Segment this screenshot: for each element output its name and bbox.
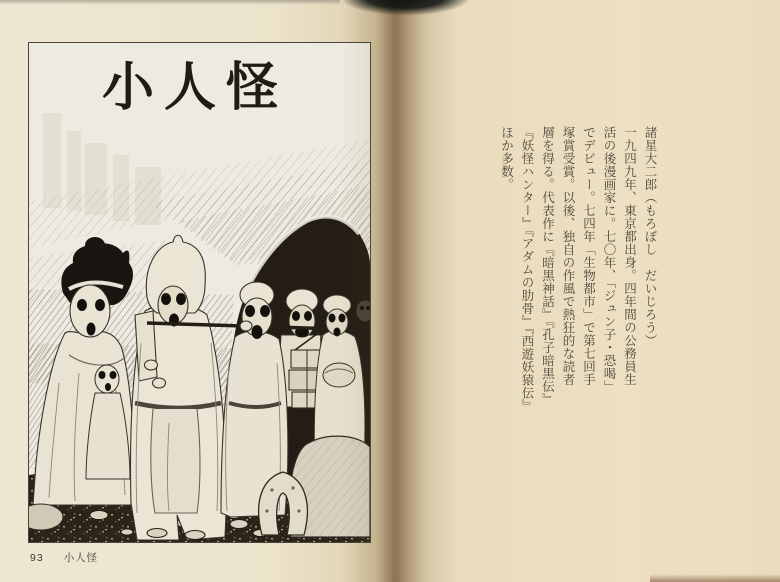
page-number: 93 — [30, 552, 44, 564]
author-bio — [493, 126, 660, 428]
bio-line: 塚賞受賞。以後、独自の作風で熱狂的な読者 — [561, 126, 575, 386]
bio-line: 一九四九年、東京都出身。四年間の公務員生 — [622, 126, 637, 386]
bio-line: 諸星大二郎（もろぼし だいじろう） — [643, 126, 657, 347]
footer-chapter-title: 小人怪 — [63, 552, 99, 564]
bio-line: 層を得る。代表作に『暗黒神話』『孔子暗黒伝』 — [540, 126, 555, 406]
bio-line: ほか多数。 — [499, 126, 514, 191]
page-footer — [30, 550, 98, 565]
bio-line: 活の後漫画家に。七〇年、「ジュン子・恐喝」 — [602, 126, 616, 393]
figure-shadow-head — [356, 300, 370, 322]
illustration-title: 小人怪 — [101, 60, 289, 117]
illustration — [29, 43, 370, 542]
bio-line: でデビュー。七四年「生物都市」で第七回手 — [581, 126, 596, 386]
bio-line: 『妖怪ハンター』『アダムの肋骨』『西遊妖猿伝』 — [520, 126, 534, 413]
illustration-frame — [28, 42, 371, 543]
